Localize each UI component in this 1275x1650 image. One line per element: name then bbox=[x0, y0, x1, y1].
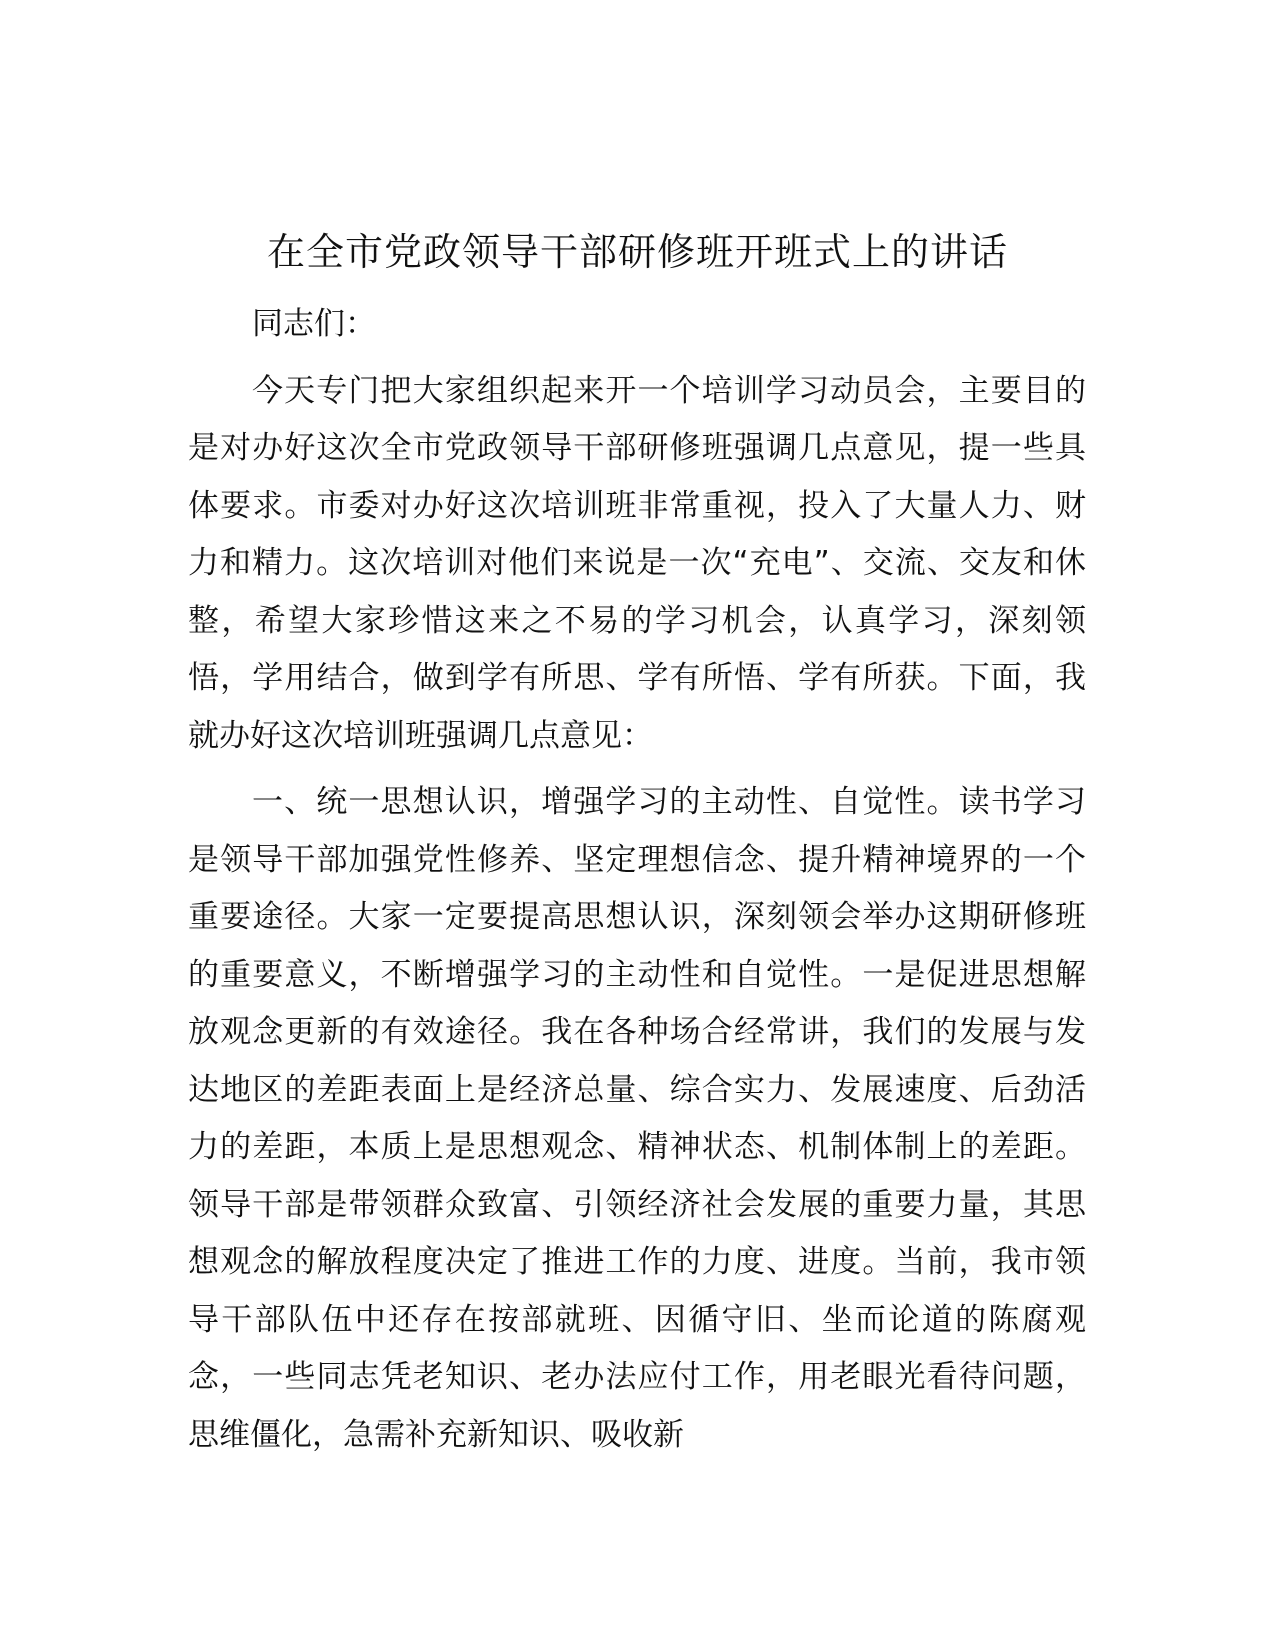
document-title: 在全市党政领导干部研修班开班式上的讲话 bbox=[266, 230, 1008, 274]
paragraph-intro: 今天专门把大家组织起来开一个培训学习动员会，主要目的是对办好这次全市党政领导干部研修班强调几点意见，提一些具体要求。市委对办好这次培训班非常重视，投入了大量人力、财力和精力。这次培训对他们来说是一次“充电”、交流、交友和休整，希望大家珍惜这来之不易的学习机会，认真学习，深刻领悟，学用结合，做到学有所思、学有所悟、学有所获。下面，我就办好这次培训班强调几点意见： bbox=[188, 372, 1086, 754]
salutation: 同志们： bbox=[252, 306, 376, 342]
document-body bbox=[188, 296, 1086, 1464]
paragraph-section-one: 一、统一思想认识，增强学习的主动性、自觉性。读书学习是领导干部加强党性修养、坚定理想信念、提升精神境界的一个重要途径。大家一定要提高思想认识，深刻领会举办这期研修班的重要意义，不断增强学习的主动性和自觉性。一是促进思想解放观念更新的有效途径。我在各种场合经常讲，我们的发展与发达地区的差距表面上是经济总量、综合实力、发展速度、后劲活力的差距，本质上是思想观念、精神状态、机制体制上的差距。领导干部是带领群众致富、引领经济社会发展的重要力量，其思想观念的解放程度决定了推进工作的力度、进度。当前，我市领导干部队伍中还存在按部就班、因循守旧、坐而论道的陈腐观念，一些同志凭老知识、老办法应付工作，用老眼光看待问题，思维僵化，急需补充新知识、吸收新 bbox=[188, 784, 1086, 1453]
